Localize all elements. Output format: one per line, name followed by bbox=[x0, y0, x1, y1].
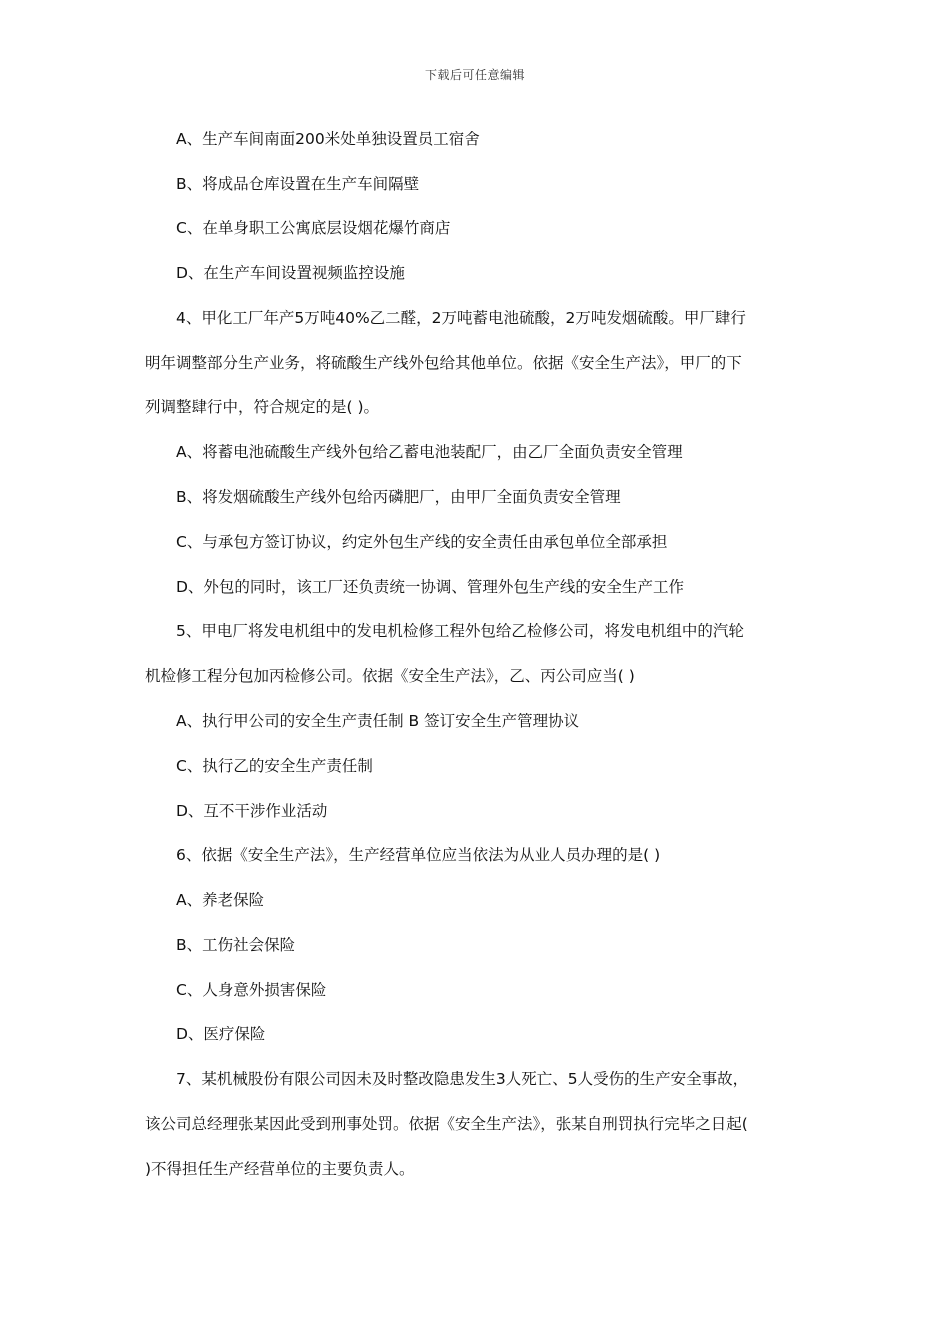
question-7-line-3: )不得担任生产经营单位的主要负责人。 bbox=[145, 1160, 415, 1178]
question-4-line-1: 4、甲化工厂年产5万吨40%乙二醛，2万吨蓄电池硫酸，2万吨发烟硫酸。甲厂肆行 bbox=[176, 309, 746, 327]
question-7-line-2: 该公司总经理张某因此受到刑事处罚。依据《安全生产法》，张某自刑罚执行完毕之日起( bbox=[145, 1115, 748, 1133]
option-3a: A、生产车间南面200米处单独设置员工宿舍 bbox=[176, 130, 480, 148]
question-4-line-3: 列调整肆行中，符合规定的是( )。 bbox=[145, 398, 380, 416]
question-4-line-2: 明年调整部分生产业务，将硫酸生产线外包给其他单位。依据《安全生产法》，甲厂的下 bbox=[145, 354, 742, 372]
option-6b: B、工伤社会保险 bbox=[176, 936, 296, 954]
option-3c: C、在单身职工公寓底层设烟花爆竹商店 bbox=[176, 219, 451, 237]
page-header: 下载后可任意编辑 bbox=[424, 68, 525, 82]
question-5-line-2: 机检修工程分包加丙检修公司。依据《安全生产法》，乙、丙公司应当( ) bbox=[145, 667, 635, 685]
option-4c: C、与承包方签订协议，约定外包生产线的安全责任由承包单位全部承担 bbox=[176, 533, 668, 551]
option-4a: A、将蓄电池硫酸生产线外包给乙蓄电池装配厂，由乙厂全面负责安全管理 bbox=[176, 443, 683, 461]
option-4d: D、外包的同时，该工厂还负责统一协调、管理外包生产线的安全生产工作 bbox=[176, 578, 684, 596]
option-6d: D、医疗保险 bbox=[176, 1025, 266, 1043]
question-6: 6、依据《安全生产法》，生产经营单位应当依法为从业人员办理的是( ) bbox=[176, 846, 661, 864]
option-6c: C、人身意外损害保险 bbox=[176, 981, 327, 999]
option-6a: A、养老保险 bbox=[176, 891, 265, 909]
question-7-line-1: 7、某机械股份有限公司因未及时整改隐患发生3人死亡、5人受伤的生产安全事故， bbox=[176, 1070, 749, 1088]
option-3b: B、将成品仓库设置在生产车间隔壁 bbox=[176, 175, 420, 193]
option-3d: D、在生产车间设置视频监控设施 bbox=[176, 264, 405, 282]
option-5ab: A、执行甲公司的安全生产责任制 B 签订安全生产管理协议 bbox=[176, 712, 580, 730]
option-5c: C、执行乙的安全生产责任制 bbox=[176, 757, 373, 775]
option-5d: D、互不干涉作业活动 bbox=[176, 802, 328, 820]
question-5-line-1: 5、甲电厂将发电机组中的发电机检修工程外包给乙检修公司，将发电机组中的汽轮 bbox=[176, 622, 744, 640]
option-4b: B、将发烟硫酸生产线外包给丙磷肥厂，由甲厂全面负责安全管理 bbox=[176, 488, 621, 506]
